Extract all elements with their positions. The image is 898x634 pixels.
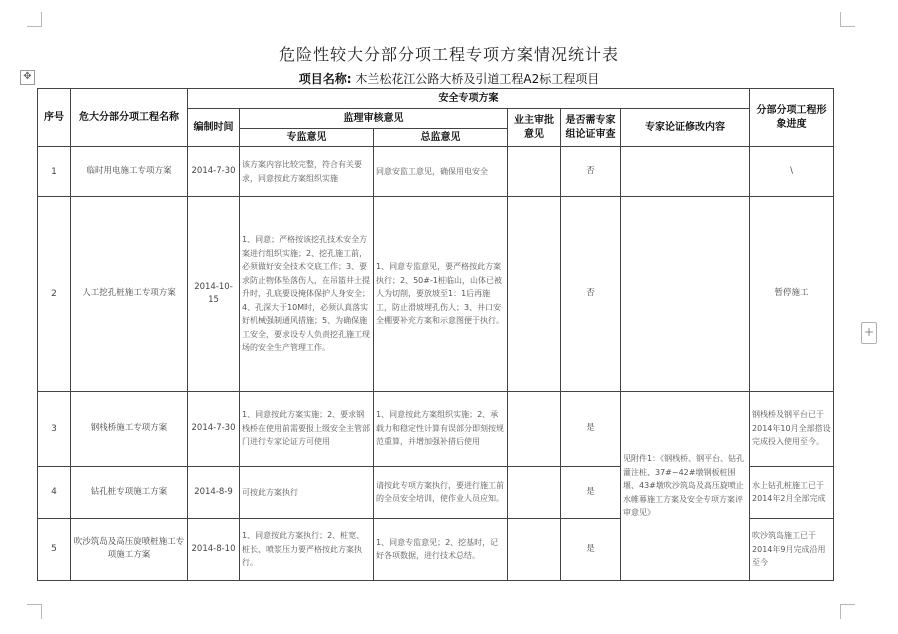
- cell-specialist: 该方案内容比较完整，符合有关要求，同意按此方案组织实施: [240, 147, 374, 197]
- project-label: 项目名称:: [298, 72, 352, 86]
- header-owner: 业主审批意见: [508, 109, 561, 147]
- cell-chief: 1、同意专监意见；2、挖基时，记好各项数据，进行技术总结。: [374, 518, 508, 580]
- cell-mod-merged: 见附件1：《钢栈桥、钢平台、钻孔灌注桩、37#~42#墩钢板桩围堰、43#墩吹沙筑岛及高压旋喷止水帷幕施工方案及安全专项方案评审意见》: [621, 391, 750, 580]
- header-expert-mod: 专家论证修改内容: [621, 109, 750, 147]
- cell-specialist: 1、同意；严格按该挖孔技术安全方案进行组织实施；2、挖孔施工前，必须做好安全技术交底工作；3、要求防止物体坠落伤人，在吊篮井土提升时，孔底要设掩体保护人身安全；4、孔深大于10M时，必须认真落实好机械强制通风措施；5、为确保施工安全，要求设专人负责挖孔施工现场的安全生产管理工作。: [240, 197, 374, 391]
- header-name: 危大分部分项工程名称: [71, 89, 188, 147]
- cell-chief: 请按此专项方案执行，要进行施工前的全员安全培训，使作业人员应知。: [374, 466, 508, 518]
- cell-progress: 吹沙筑岛施工已于2014年9月完成沿用至今: [750, 518, 834, 580]
- project-line: [0, 70, 898, 87]
- project-name: 木兰松花江公路大桥及引道工程A2标工程项目: [355, 72, 600, 86]
- cell-name: 吹沙筑岛及高压旋喷桩施工专项施工方案: [71, 518, 188, 580]
- cell-expert: 是: [561, 466, 621, 518]
- cell-date: 2014-7-30: [188, 147, 240, 197]
- cell-name: 临时用电施工专项方案: [71, 147, 188, 197]
- cell-expert: 是: [561, 518, 621, 580]
- header-safety-plan: 安全专项方案: [188, 89, 750, 109]
- page-corner-mark: [840, 12, 855, 27]
- cell-expert: 否: [561, 147, 621, 197]
- cell-specialist: 1、同意按此方案实施；2、要求钢栈桥在使用前需要报上级安全主管部门进行专家论证方可使用: [240, 391, 374, 466]
- table-row: [38, 391, 834, 466]
- header-specialist: 专监意见: [240, 129, 374, 147]
- add-row-icon[interactable]: +: [861, 322, 877, 344]
- cell-chief: 1、同意专监意见，要严格按此方案执行；2、50#-1桩临山，山体已被人为切削，要放坡至1：1后再施工，防止滑坡埋孔伤人；3、井口安全棚要补充方案和示意图便于执行。: [374, 197, 508, 391]
- cell-owner: [508, 197, 561, 391]
- statistics-table: [37, 88, 834, 581]
- document-title: 危险性较大分部分项工程专项方案情况统计表: [278, 45, 619, 64]
- cell-owner: [508, 147, 561, 197]
- cell-mod: [621, 147, 750, 197]
- cell-owner: [508, 518, 561, 580]
- table-row: [38, 147, 834, 197]
- cell-progress: 钢栈桥及钢平台已于2014年10月全部搭设完成投入使用至今。: [750, 391, 834, 466]
- cell-name: 钢栈桥施工专项方案: [71, 391, 188, 466]
- table-move-icon[interactable]: ✥: [20, 70, 35, 85]
- header-supervision-review: 监理审核意见: [240, 109, 508, 129]
- cell-chief: 1、同意按此方案组织实施；2、承载力和稳定性计算有误部分即刻按规范重算，并增加强补措后使用: [374, 391, 508, 466]
- cell-seq: 2: [38, 197, 71, 391]
- cell-name: 钻孔桩专项施工方案: [71, 466, 188, 518]
- cell-expert: 是: [561, 391, 621, 466]
- page-corner-mark: [27, 604, 42, 619]
- cell-seq: 5: [38, 518, 71, 580]
- cell-name: 人工挖孔桩施工专项方案: [71, 197, 188, 391]
- cell-owner: [508, 466, 561, 518]
- cell-progress: \: [750, 147, 834, 197]
- cell-owner: [508, 391, 561, 466]
- header-need-expert: 是否需专家组论证审查: [561, 109, 621, 147]
- cell-specialist: 1、同意按此方案执行；2、桩宽、桩长、喷浆压力要严格按此方案执行。: [240, 518, 374, 580]
- cell-date: 2014-8-9: [188, 466, 240, 518]
- cell-progress: 水上钻孔桩施工已于2014年2月全部完成: [750, 466, 834, 518]
- page-corner-mark: [840, 604, 855, 619]
- cell-seq: 1: [38, 147, 71, 197]
- cell-expert: 否: [561, 197, 621, 391]
- cell-progress: 暂停施工: [750, 197, 834, 391]
- header-prep-time: 编制时间: [188, 109, 240, 147]
- cell-seq: 4: [38, 466, 71, 518]
- cell-date: 2014-10-15: [188, 197, 240, 391]
- page-corner-mark: [27, 12, 42, 27]
- cell-date: 2014-7-30: [188, 391, 240, 466]
- cell-date: 2014-8-10: [188, 518, 240, 580]
- header-seq: 序号: [38, 89, 71, 147]
- table-row: [38, 197, 834, 391]
- header-progress: 分部分项工程形象进度: [750, 89, 834, 147]
- cell-chief: 同意安监工意见，确保用电安全: [374, 147, 508, 197]
- cell-specialist: 可按此方案执行: [240, 466, 374, 518]
- cell-mod: [621, 197, 750, 391]
- cell-seq: 3: [38, 391, 71, 466]
- header-chief: 总监意见: [374, 129, 508, 147]
